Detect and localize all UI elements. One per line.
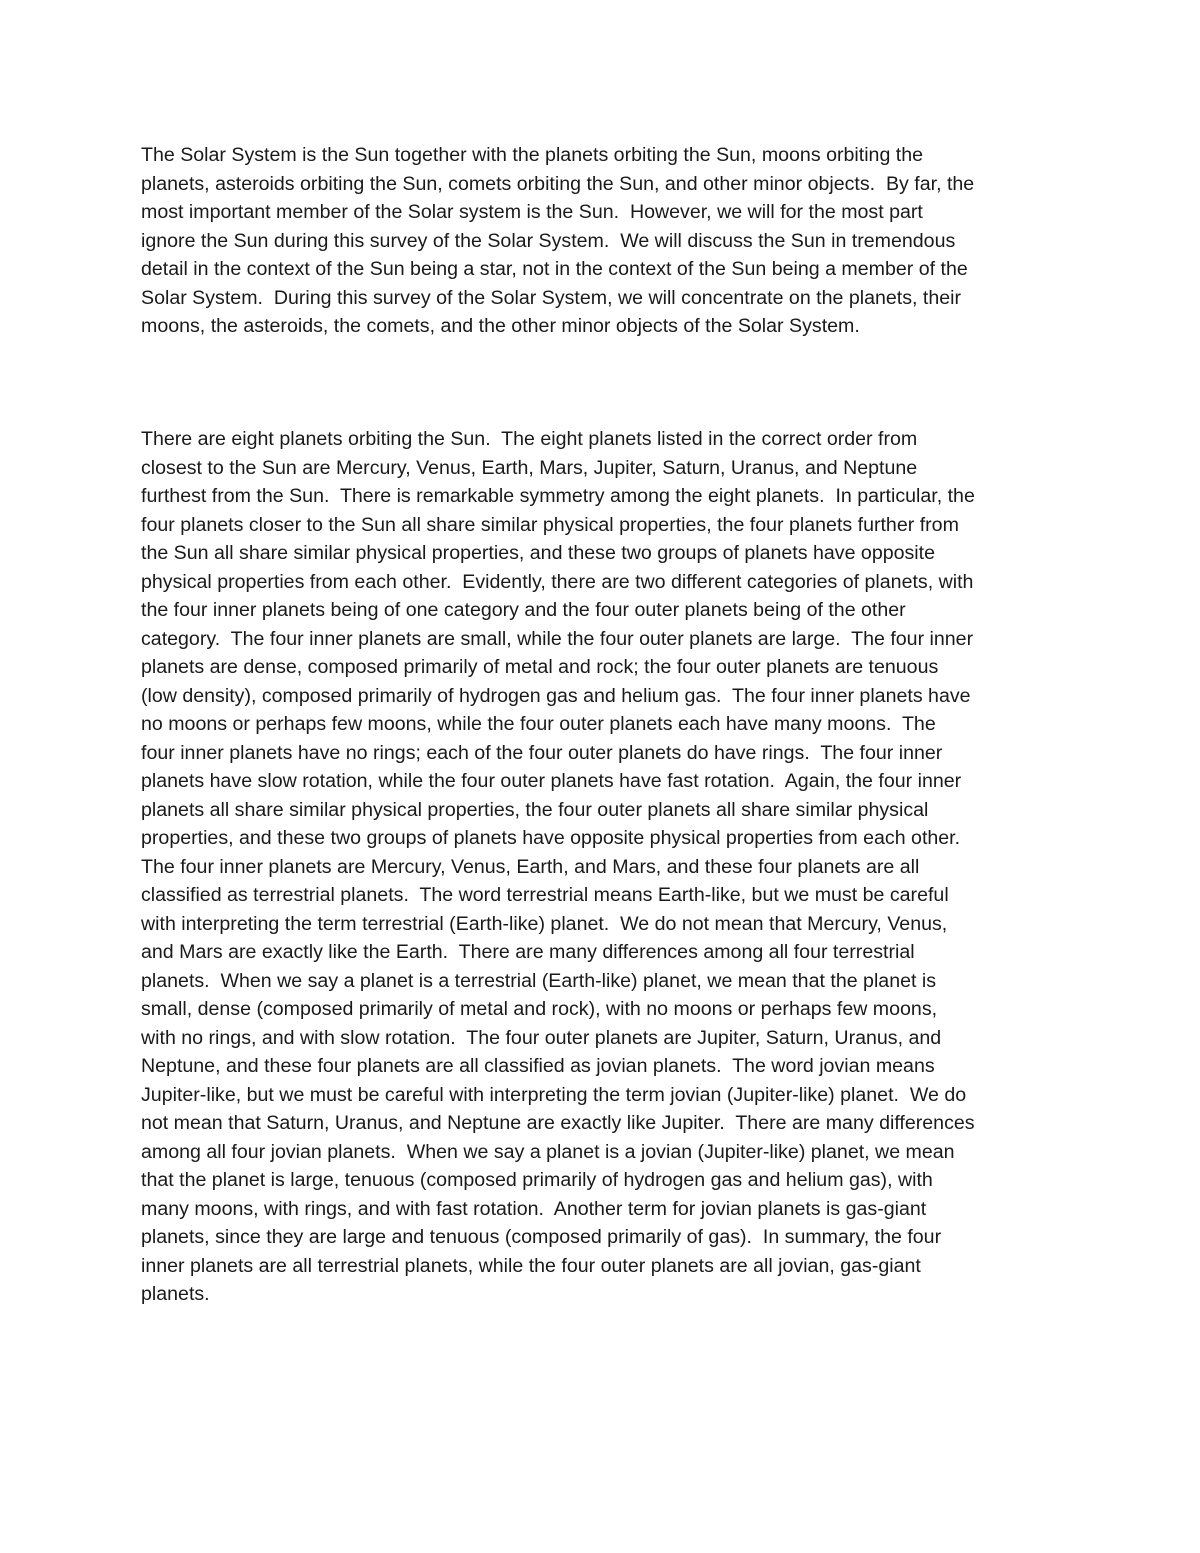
text-line: most important member of the Solar system is the Sun. However, we will for the most part	[141, 201, 923, 223]
text-line: planets, asteroids orbiting the Sun, comets orbiting the Sun, and other minor objects. By far, the	[141, 172, 975, 195]
text-line: (low density), composed primarily of hydrogen gas and helium gas. The four inner planets have	[141, 684, 971, 707]
text-line: The Solar System is the Sun together with the planets orbiting the Sun, moons orbiting the	[141, 144, 924, 166]
paragraph-solar-system-intro	[141, 141, 1071, 341]
text-line: planets are dense, composed primarily of metal and rock; the four outer planets are tenuous	[141, 656, 939, 678]
text-line: There are eight planets orbiting the Sun. The eight planets listed in the correct order from	[141, 428, 918, 450]
text-line: planets.	[141, 1283, 210, 1305]
text-line: inner planets are all terrestrial planets, while the four outer planets are all jovian, gas-giant	[141, 1254, 921, 1277]
text-line: planets. When we say a planet is a terrestrial (Earth-like) planet, we mean that the planet is	[141, 969, 937, 992]
text-line: with interpreting the term terrestrial (Earth-like) planet. We do not mean that Mercury, Venus,	[141, 912, 948, 935]
text-line: no moons or perhaps few moons, while the four outer planets each have many moons. The	[141, 713, 936, 735]
paragraph-eight-planets	[141, 425, 1071, 1309]
text-line: ignore the Sun during this survey of the Solar System. We will discuss the Sun in tremendous	[141, 229, 956, 252]
text-line: Solar System. During this survey of the Solar System, we will concentrate on the planets, their	[141, 286, 962, 309]
text-line: Neptune, and these four planets are all classified as jovian planets. The word jovian means	[141, 1055, 935, 1077]
text-line: physical properties from each other. Evidently, there are two different categories of planets, with	[141, 570, 974, 593]
text-line: many moons, with rings, and with fast rotation. Another term for jovian planets is gas-giant	[141, 1197, 927, 1220]
text-line: Jupiter-like, but we must be careful with interpreting the term jovian (Jupiter-like) planet. We do	[141, 1083, 967, 1106]
text-line: category. The four inner planets are small, while the four outer planets are large. The four inner	[141, 627, 974, 650]
text-line: the four inner planets being of one category and the four outer planets being of the other	[141, 599, 906, 621]
text-line: with no rings, and with slow rotation. The four outer planets are Jupiter, Saturn, Uranus, and	[141, 1026, 942, 1049]
text-line: not mean that Saturn, Uranus, and Neptune are exactly like Jupiter. There are many differences	[141, 1112, 975, 1134]
text-line: small, dense (composed primarily of metal and rock), with no moons or perhaps few moons,	[141, 998, 938, 1020]
text-line: furthest from the Sun. There is remarkable symmetry among the eight planets. In particular, the	[141, 485, 975, 507]
text-line: planets all share similar physical properties, the four outer planets all share similar physical	[141, 798, 929, 821]
text-line: the Sun all share similar physical properties, and these two groups of planets have opposite	[141, 542, 936, 564]
text-line: four planets closer to the Sun all share similar physical properties, the four planets further from	[141, 513, 959, 536]
text-line: planets, since they are large and tenuous (composed primarily of gas). In summary, the four	[141, 1226, 942, 1248]
text-line: closest to the Sun are Mercury, Venus, Earth, Mars, Jupiter, Saturn, Uranus, and Neptune	[141, 456, 918, 479]
text-line: four inner planets have no rings; each of the four outer planets do have rings. The four inner	[141, 741, 943, 764]
text-line: among all four jovian planets. When we say a planet is a jovian (Jupiter-like) planet, we mean	[141, 1140, 955, 1163]
text-line: detail in the context of the Sun being a star, not in the context of the Sun being a member of the	[141, 258, 968, 280]
text-line: properties, and these two groups of planets have opposite physical properties from each other.	[141, 827, 961, 849]
text-line: classified as terrestrial planets. The word terrestrial means Earth-like, but we must be careful	[141, 884, 949, 906]
text-line: moons, the asteroids, the comets, and the other minor objects of the Solar System.	[141, 315, 860, 337]
text-line: The four inner planets are Mercury, Venus, Earth, and Mars, and these four planets are all	[141, 855, 920, 878]
text-line: and Mars are exactly like the Earth. There are many differences among all four terrestrial	[141, 941, 915, 963]
text-line: that the planet is large, tenuous (composed primarily of hydrogen gas and helium gas), with	[141, 1169, 933, 1191]
text-line: planets have slow rotation, while the four outer planets have fast rotation. Again, the four inner	[141, 770, 962, 792]
